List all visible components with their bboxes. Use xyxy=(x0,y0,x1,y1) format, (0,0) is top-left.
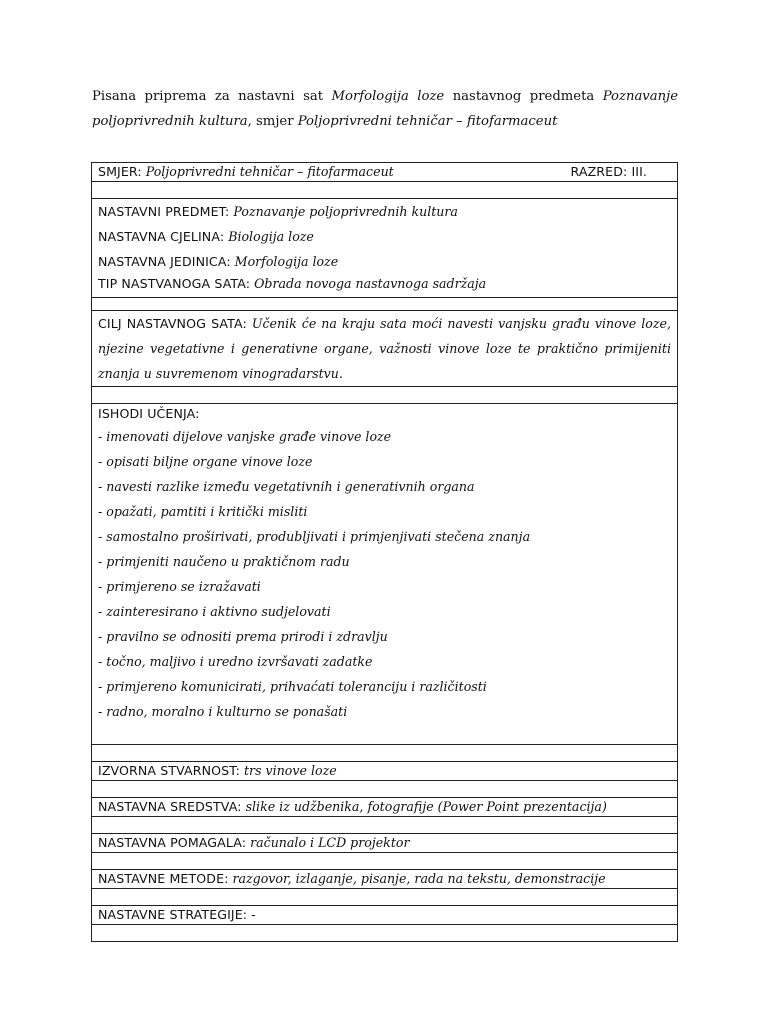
spacer-row xyxy=(92,387,678,404)
tip-value: Obrada novoga nastavnoga sadržaja xyxy=(254,276,487,291)
spacer-row xyxy=(92,745,678,762)
spacer-row xyxy=(92,182,678,199)
smjer-label: SMJER: xyxy=(98,164,142,179)
spacer-row xyxy=(92,781,678,798)
predmet-line xyxy=(98,199,671,224)
row-stvarnost xyxy=(92,762,678,781)
ishod-item: - imenovati dijelove vanjske građe vinove loze xyxy=(98,429,392,444)
spacer-row xyxy=(92,817,678,834)
intro-text-3: , smjer xyxy=(247,114,298,129)
ishod-item: - primjeniti naučeno u praktičnom radu xyxy=(98,554,350,569)
razred-label: RAZRED: III. xyxy=(570,164,647,179)
intro-paragraph xyxy=(92,84,678,134)
intro-text-1: Pisana priprema za nastavni sat xyxy=(92,89,332,104)
cjelina-label: NASTAVNA CJELINA: xyxy=(98,229,225,244)
row-pomagala xyxy=(92,834,678,853)
intro-text-2: nastavnog predmeta xyxy=(444,89,603,104)
spacer-row xyxy=(92,925,678,942)
row-metode xyxy=(92,870,678,889)
strategije-value: - xyxy=(251,907,256,922)
cjelina-value: Biologija loze xyxy=(228,229,314,244)
jedinica-value: Morfologija loze xyxy=(234,254,339,269)
row-sredstva xyxy=(92,798,678,817)
spacer-row xyxy=(92,853,678,870)
ishod-item: - opažati, pamtiti i kritički misliti xyxy=(98,504,308,519)
row-ishodi xyxy=(92,404,678,745)
intro-track: Poljoprivredni tehničar – fitofarmaceut xyxy=(297,114,558,129)
ishod-item: - zainteresirano i aktivno sudjelovati xyxy=(98,604,331,619)
pomagala-label: NASTAVNA POMAGALA: xyxy=(98,835,247,850)
strategije-label: NASTAVNE STRATEGIJE: xyxy=(98,907,248,922)
row-subject-info xyxy=(92,199,678,298)
ishod-item: - primjereno se izražavati xyxy=(98,579,261,594)
row-strategije xyxy=(92,906,678,925)
ishodi-label: ISHODI UČENJA: xyxy=(98,406,200,421)
row-smjer xyxy=(92,163,678,182)
metode-value: razgovor, izlaganje, pisanje, rada na tekstu, demonstracije xyxy=(232,871,606,886)
spacer-row xyxy=(92,298,678,311)
ishod-item: - radno, moralno i kulturno se ponašati xyxy=(98,704,348,719)
sredstva-label: NASTAVNA SREDSTVA: xyxy=(98,799,242,814)
intro-subject: Poznavanje poljoprivrednih kultura xyxy=(92,89,678,129)
tip-label: TIP NASTVANOGA SATA: xyxy=(98,276,251,291)
ishod-item: - opisati biljne organe vinove loze xyxy=(98,454,313,469)
jedinica-label: NASTAVNA JEDINICA: xyxy=(98,254,231,269)
intro-lesson-title: Morfologija loze xyxy=(331,89,445,104)
metode-label: NASTAVNE METODE: xyxy=(98,871,229,886)
ishod-item: - navesti razlike između vegetativnih i generativnih organa xyxy=(98,479,475,494)
predmet-value: Poznavanje poljoprivrednih kultura xyxy=(233,204,458,219)
ishod-item: - pravilno se odnositi prema prirodi i zdravlju xyxy=(98,629,388,644)
row-cilj xyxy=(92,311,678,387)
tip-line xyxy=(98,274,671,297)
jedinica-line xyxy=(98,249,671,274)
cilj-value: Učenik će na kraju sata moći navesti vanjsku građu vinove loze, njezine vegetativne i generativne organe, važnosti vinove loze te praktično primijeniti znanja u suvremenom vinogradarstvu. xyxy=(98,316,671,381)
lesson-plan-table xyxy=(91,162,678,942)
cilj-label: CILJ NASTAVNOG SATA: xyxy=(98,316,247,331)
spacer-row xyxy=(92,889,678,906)
smjer-value: Poljoprivredni tehničar – fitofarmaceut xyxy=(145,164,394,179)
ishod-item: - primjereno komunicirati, prihvaćati toleranciju i različitosti xyxy=(98,679,487,694)
cjelina-line xyxy=(98,224,671,249)
ishod-item: - samostalno proširivati, produbljivati i primjenjivati stečena znanja xyxy=(98,529,531,544)
pomagala-value: računalo i LCD projektor xyxy=(250,835,410,850)
predmet-label: NASTAVNI PREDMET: xyxy=(98,204,230,219)
ishod-item: - točno, maljivo i uredno izvršavati zadatke xyxy=(98,654,373,669)
stvarnost-label: IZVORNA STVARNOST: xyxy=(98,763,240,778)
stvarnost-value: trs vinove loze xyxy=(244,763,337,778)
sredstva-value: slike iz udžbenika, fotografije (Power Point prezentacija) xyxy=(245,799,607,814)
